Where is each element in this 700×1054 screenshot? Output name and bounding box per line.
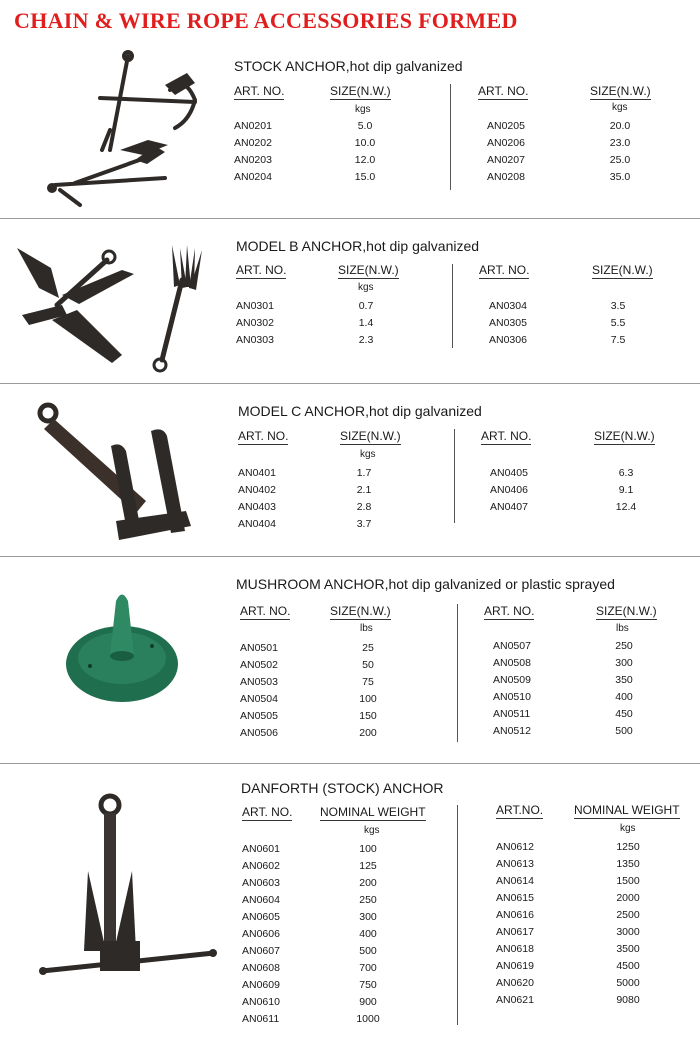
art-no-list-left (234, 118, 304, 186)
size-header: SIZE(N.W.) (330, 604, 391, 618)
list-item: AN0405 (490, 467, 528, 479)
list-item: AN0507 (493, 640, 531, 652)
list-item: 7.5 (610, 334, 626, 346)
size-list-right (596, 465, 656, 516)
list-item: 5.5 (610, 317, 626, 329)
list-item: AN0505 (240, 710, 278, 722)
art-no-header: ART. NO. (236, 263, 287, 277)
size-header: SIZE(N.W.) (590, 84, 651, 98)
art-no-list-right (487, 118, 557, 186)
column-divider (450, 84, 451, 190)
list-item: AN0208 (487, 171, 525, 183)
list-item: AN0604 (242, 894, 280, 906)
list-item: 500 (615, 725, 633, 737)
size-header: SIZE(N.W.) (596, 604, 657, 618)
list-item: AN0616 (496, 909, 534, 921)
column-divider (454, 429, 455, 523)
list-item: 450 (615, 708, 633, 720)
list-item: AN0304 (489, 300, 527, 312)
art-no-header: ART. NO. (234, 84, 285, 98)
list-item: 3.7 (356, 518, 372, 530)
list-item: AN0613 (496, 858, 534, 870)
list-item: AN0606 (242, 928, 280, 940)
list-item: AN0301 (236, 300, 274, 312)
list-item: AN0609 (242, 979, 280, 991)
list-item: AN0509 (493, 674, 531, 686)
section-title (234, 58, 463, 74)
section-title (236, 238, 479, 254)
list-item: 200 (359, 877, 377, 889)
art-no-header: ART. NO. (242, 805, 293, 819)
size-header: SIZE(N.W.) (594, 429, 655, 443)
list-item: 25 (362, 642, 374, 654)
list-item: 250 (359, 894, 377, 906)
list-item: 1.7 (356, 467, 372, 479)
list-item: 15.0 (354, 171, 376, 183)
list-item: 2.1 (356, 484, 372, 496)
list-item: 1350 (616, 858, 640, 870)
anchor-finish: ,hot dip galvanized (362, 238, 480, 254)
list-item: 300 (359, 911, 377, 923)
list-item: AN0620 (496, 977, 534, 989)
list-item: 2.8 (356, 501, 372, 513)
size-header: SIZE(N.W.) (592, 263, 653, 277)
art-no-header: ART. NO. (240, 604, 291, 618)
list-item: 1000 (356, 1013, 380, 1025)
list-item: AN0608 (242, 962, 280, 974)
list-item: 12.4 (615, 501, 637, 513)
art-no-header: ART. NO. (479, 263, 530, 277)
size-list-left (338, 841, 398, 1028)
art-no-header: ART. NO. (238, 429, 289, 443)
list-item: 9080 (616, 994, 640, 1006)
anchor-finish: ,hot dip galvanized or plastic sprayed (384, 576, 615, 592)
list-item: AN0602 (242, 860, 280, 872)
size-header: NOMINAL WEIGHT (320, 805, 426, 819)
column-divider (457, 604, 458, 742)
list-item: AN0503 (240, 676, 278, 688)
list-item: 100 (359, 693, 377, 705)
list-item: 5.0 (357, 120, 373, 132)
anchor-name: MODEL B ANCHOR (236, 238, 363, 254)
list-item: AN0404 (238, 518, 276, 530)
list-item: AN0615 (496, 892, 534, 904)
list-item: AN0601 (242, 843, 280, 855)
art-no-list-right (490, 465, 560, 516)
anchor-finish: ,hot dip galvanized (365, 403, 482, 419)
list-item: 20.0 (609, 120, 631, 132)
list-item: 350 (615, 674, 633, 686)
list-item: AN0203 (234, 154, 272, 166)
danforth-anchor-image (38, 791, 218, 1016)
list-item: AN0614 (496, 875, 534, 887)
unit-label: kgs (612, 102, 628, 113)
art-no-list-left (236, 298, 306, 349)
list-item: AN0610 (242, 996, 280, 1008)
unit-label: lbs (616, 623, 629, 634)
art-no-list-left (242, 841, 312, 1028)
list-item: AN0406 (490, 484, 528, 496)
list-item: 900 (359, 996, 377, 1008)
list-item: 300 (615, 657, 633, 669)
column-divider (457, 805, 458, 1025)
list-item: 2500 (616, 909, 640, 921)
art-no-list-right (496, 839, 566, 1009)
unit-label: lbs (360, 623, 373, 634)
list-item: AN0607 (242, 945, 280, 957)
list-item: AN0306 (489, 334, 527, 346)
list-item: AN0502 (240, 659, 278, 671)
unit-label: kgs (364, 825, 380, 836)
anchor-name: DANFORTH (STOCK) ANCHOR (241, 780, 444, 796)
list-item: AN0207 (487, 154, 525, 166)
page-title: CHAIN & WIRE ROPE ACCESSORIES FORMED (14, 8, 518, 33)
list-item: AN0206 (487, 137, 525, 149)
art-no-header: ART. NO. (484, 604, 535, 618)
list-item: AN0508 (493, 657, 531, 669)
size-list-right (590, 118, 650, 186)
size-header: SIZE(N.W.) (338, 263, 399, 277)
list-item: AN0501 (240, 642, 278, 654)
art-no-header: ART. NO. (481, 429, 532, 443)
list-item: 500 (359, 945, 377, 957)
list-item: 23.0 (609, 137, 631, 149)
anchor-name: MODEL C ANCHOR (238, 403, 366, 419)
stock-anchor-image (40, 50, 220, 215)
list-item: AN0603 (242, 877, 280, 889)
art-no-header: ART. NO. (478, 84, 529, 98)
section-model-b-anchor (0, 218, 700, 383)
list-item: 75 (362, 676, 374, 688)
list-item: AN0611 (242, 1013, 280, 1025)
list-item: AN0201 (234, 120, 272, 132)
list-item: 10.0 (354, 137, 376, 149)
list-item: AN0407 (490, 501, 528, 513)
list-item: 50 (362, 659, 374, 671)
list-item: 400 (359, 928, 377, 940)
list-item: 35.0 (609, 171, 631, 183)
list-item: 400 (615, 691, 633, 703)
size-list-left (336, 298, 396, 349)
section-mushroom-anchor (0, 556, 700, 763)
list-item: 700 (359, 962, 377, 974)
size-list-right (594, 638, 654, 740)
list-item: AN0621 (496, 994, 534, 1006)
unit-label: kgs (358, 282, 374, 293)
size-header: SIZE(N.W.) (330, 84, 391, 98)
section-title (238, 403, 482, 419)
list-item: AN0204 (234, 171, 272, 183)
list-item: AN0617 (496, 926, 534, 938)
section-model-c-anchor (0, 383, 700, 556)
list-item: AN0205 (487, 120, 525, 132)
list-item: 1250 (616, 841, 640, 853)
list-item: AN0305 (489, 317, 527, 329)
list-item: 1500 (616, 875, 640, 887)
model-c-anchor-image (36, 401, 196, 546)
list-item: 3.5 (610, 300, 626, 312)
list-item: AN0202 (234, 137, 272, 149)
art-no-list-left (240, 640, 310, 742)
unit-label: kgs (355, 104, 371, 115)
list-item: AN0511 (493, 708, 531, 720)
unit-label: kgs (620, 823, 636, 834)
list-item: AN0302 (236, 317, 274, 329)
size-header: SIZE(N.W.) (340, 429, 401, 443)
list-item: AN0504 (240, 693, 278, 705)
list-item: 3000 (616, 926, 640, 938)
art-no-list-right (489, 298, 559, 349)
list-item: AN0303 (236, 334, 274, 346)
anchor-name: MUSHROOM ANCHOR (236, 576, 385, 592)
column-divider (452, 264, 453, 348)
model-b-anchor-image (12, 240, 217, 375)
list-item: AN0619 (496, 960, 534, 972)
size-list-right (598, 839, 658, 1009)
mushroom-anchor-image (62, 586, 182, 706)
list-item: 4500 (616, 960, 640, 972)
list-item: 6.3 (618, 467, 634, 479)
list-item: 100 (359, 843, 377, 855)
size-list-left (335, 118, 395, 186)
section-title (241, 780, 444, 796)
list-item: 3500 (616, 943, 640, 955)
art-no-header: ART.NO. (496, 803, 544, 817)
size-list-right (588, 298, 648, 349)
list-item: AN0506 (240, 727, 278, 739)
anchor-finish: ,hot dip galvanized (345, 58, 463, 74)
list-item: AN0401 (238, 467, 276, 479)
list-item: AN0612 (496, 841, 534, 853)
list-item: AN0605 (242, 911, 280, 923)
section-title (236, 576, 615, 592)
list-item: AN0403 (238, 501, 276, 513)
list-item: 1.4 (358, 317, 374, 329)
list-item: AN0512 (493, 725, 531, 737)
unit-label: kgs (360, 449, 376, 460)
section-stock-anchor (0, 0, 700, 218)
list-item: 0.7 (358, 300, 374, 312)
list-item: 25.0 (609, 154, 631, 166)
list-item: 750 (359, 979, 377, 991)
list-item: AN0618 (496, 943, 534, 955)
anchor-name: STOCK ANCHOR (234, 58, 346, 74)
art-no-list-left (238, 465, 308, 533)
list-item: 200 (359, 727, 377, 739)
list-item: 5000 (616, 977, 640, 989)
list-item: 12.0 (354, 154, 376, 166)
list-item: 150 (359, 710, 377, 722)
section-danforth-anchor (0, 763, 700, 1054)
list-item: 125 (359, 860, 377, 872)
list-item: 250 (615, 640, 633, 652)
size-list-left (334, 465, 394, 533)
list-item: 2.3 (358, 334, 374, 346)
art-no-list-right (493, 638, 563, 740)
list-item: AN0402 (238, 484, 276, 496)
size-list-left (338, 640, 398, 742)
list-item: AN0510 (493, 691, 531, 703)
size-header: NOMINAL WEIGHT (574, 803, 680, 817)
list-item: 2000 (616, 892, 640, 904)
list-item: 9.1 (618, 484, 634, 496)
